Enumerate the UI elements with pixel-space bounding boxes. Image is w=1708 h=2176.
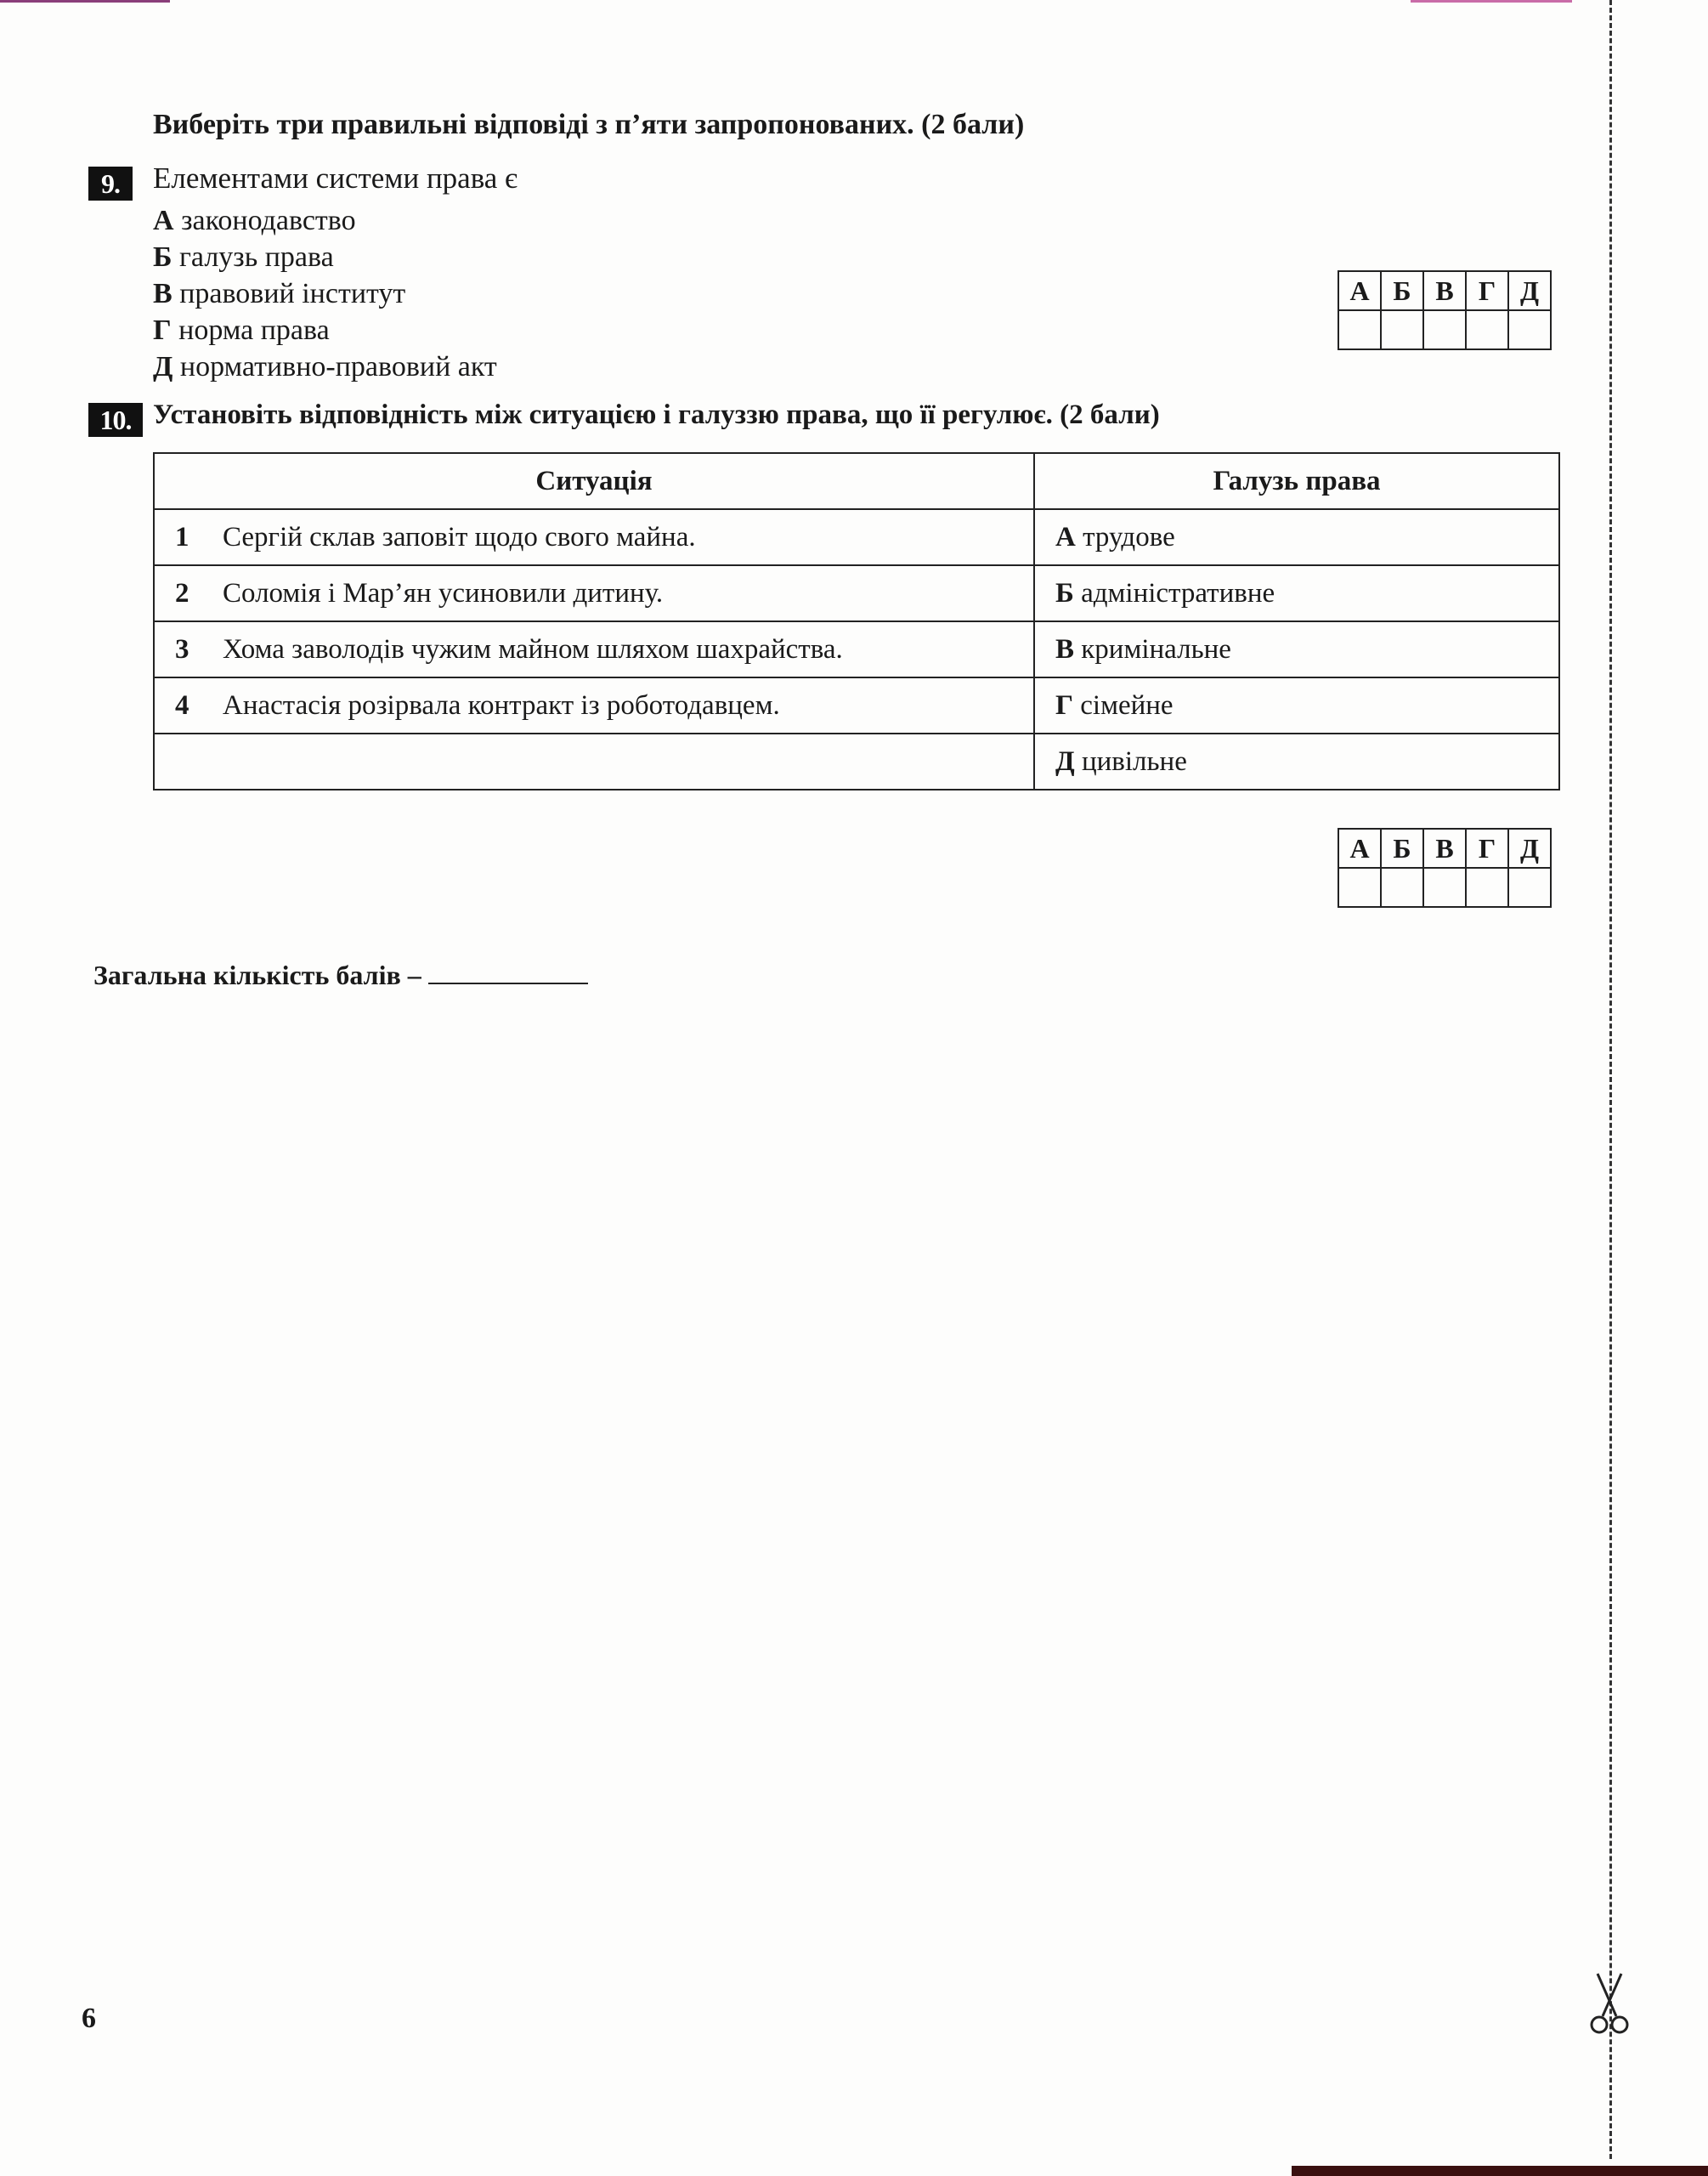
- matching-table: [153, 452, 1560, 790]
- branch-text: сімейне: [1080, 689, 1174, 721]
- situation-cell: [154, 509, 1034, 565]
- grid-letter: Д: [1508, 829, 1551, 868]
- option-letter: Г: [153, 314, 172, 346]
- situation-header: Ситуація: [154, 453, 1034, 509]
- grid-letter: Г: [1466, 829, 1508, 868]
- option-letter: Д: [153, 351, 173, 382]
- cut-line: [1609, 0, 1612, 2159]
- table-row: [154, 565, 1559, 621]
- option-b: [153, 239, 497, 275]
- option-letter: В: [153, 278, 172, 309]
- top-edge-mark: [0, 0, 170, 3]
- table-row: [154, 509, 1559, 565]
- branch-letter: Г: [1055, 689, 1073, 721]
- option-g: [153, 312, 497, 348]
- question-10-number: 10.: [88, 403, 143, 437]
- option-text: правовий інститут: [179, 278, 406, 309]
- option-text: галузь права: [178, 241, 334, 273]
- situation-text: Анастасія розірвала контракт із роботодавцем.: [223, 689, 780, 721]
- question-10-answer-grid: [1338, 828, 1552, 908]
- situation-cell: [154, 621, 1034, 677]
- option-a: [153, 202, 497, 239]
- grid-letter: Б: [1381, 829, 1423, 868]
- grid-letter: А: [1338, 829, 1381, 868]
- question-10-stem: Установіть відповідність між ситуацією і галуззю права, що її регулює. (2 бали): [153, 400, 1160, 430]
- question-9-answer-grid: [1338, 270, 1552, 350]
- table-header-row: [154, 453, 1559, 509]
- situation-text: Сергій склав заповіт щодо свого майна.: [223, 521, 696, 552]
- answer-cell-a[interactable]: [1338, 310, 1381, 349]
- total-score-label: Загальна кількість балів –: [93, 960, 421, 990]
- option-text: нормативно-правовий акт: [179, 351, 497, 382]
- branch-cell: [1034, 621, 1559, 677]
- question-9-stem: Елементами системи права є: [153, 162, 518, 195]
- answer-cell-b[interactable]: [1381, 868, 1423, 907]
- situation-text: Соломія і Мар’ян усиновили дитину.: [223, 577, 664, 609]
- branch-text: кримінальне: [1081, 633, 1231, 665]
- page-number: 6: [82, 2003, 96, 2034]
- grid-letter: В: [1423, 271, 1466, 310]
- grid-letter: Д: [1508, 271, 1551, 310]
- question-9-number: 9.: [88, 167, 133, 201]
- answer-cell-d[interactable]: [1508, 310, 1551, 349]
- branch-header: Галузь права: [1034, 453, 1559, 509]
- answer-cell-d[interactable]: [1508, 868, 1551, 907]
- answer-cell-a[interactable]: [1338, 868, 1381, 907]
- grid-letter: Г: [1466, 271, 1508, 310]
- total-score-line: [93, 957, 588, 991]
- branch-letter: В: [1055, 633, 1075, 665]
- grid-letter: А: [1338, 271, 1381, 310]
- table-row: [154, 734, 1559, 790]
- section-instruction: Виберіть три правильні відповіді з п’яти запропонованих. (2 бали): [153, 109, 1025, 140]
- situation-text: Хома заволодів чужим майном шляхом шахрайства.: [223, 633, 843, 665]
- table-row: [154, 621, 1559, 677]
- branch-cell: [1034, 677, 1559, 734]
- situation-number: 3: [175, 633, 189, 665]
- situation-number: 1: [175, 521, 189, 552]
- top-edge-mark: [1411, 0, 1572, 3]
- option-d: [153, 348, 497, 385]
- option-v: [153, 275, 497, 312]
- situation-number: 2: [175, 577, 189, 609]
- scissors-icon: [1586, 1972, 1633, 2037]
- branch-cell: [1034, 734, 1559, 790]
- branch-text: цивільне: [1081, 745, 1187, 777]
- total-score-blank[interactable]: [428, 957, 588, 984]
- option-letter: А: [153, 205, 174, 236]
- branch-cell: [1034, 509, 1559, 565]
- table-row: [154, 677, 1559, 734]
- branch-letter: Б: [1055, 577, 1074, 609]
- branch-text: трудове: [1083, 521, 1175, 552]
- grid-letter: В: [1423, 829, 1466, 868]
- option-text: норма права: [178, 314, 330, 346]
- empty-situation-cell: [154, 734, 1034, 790]
- branch-letter: А: [1055, 521, 1076, 552]
- situation-cell: [154, 565, 1034, 621]
- branch-cell: [1034, 565, 1559, 621]
- option-text: законодавство: [181, 205, 356, 236]
- question-9-options: [153, 202, 497, 385]
- answer-cell-v[interactable]: [1423, 310, 1466, 349]
- answer-cell-g[interactable]: [1466, 868, 1508, 907]
- branch-text: адміністративне: [1081, 577, 1275, 609]
- branch-letter: Д: [1055, 745, 1075, 777]
- option-letter: Б: [153, 241, 172, 273]
- answer-cell-v[interactable]: [1423, 868, 1466, 907]
- answer-cell-g[interactable]: [1466, 310, 1508, 349]
- grid-letter: Б: [1381, 271, 1423, 310]
- answer-cell-b[interactable]: [1381, 310, 1423, 349]
- page-edge-shadow: [1292, 2166, 1708, 2176]
- situation-cell: [154, 677, 1034, 734]
- situation-number: 4: [175, 689, 189, 721]
